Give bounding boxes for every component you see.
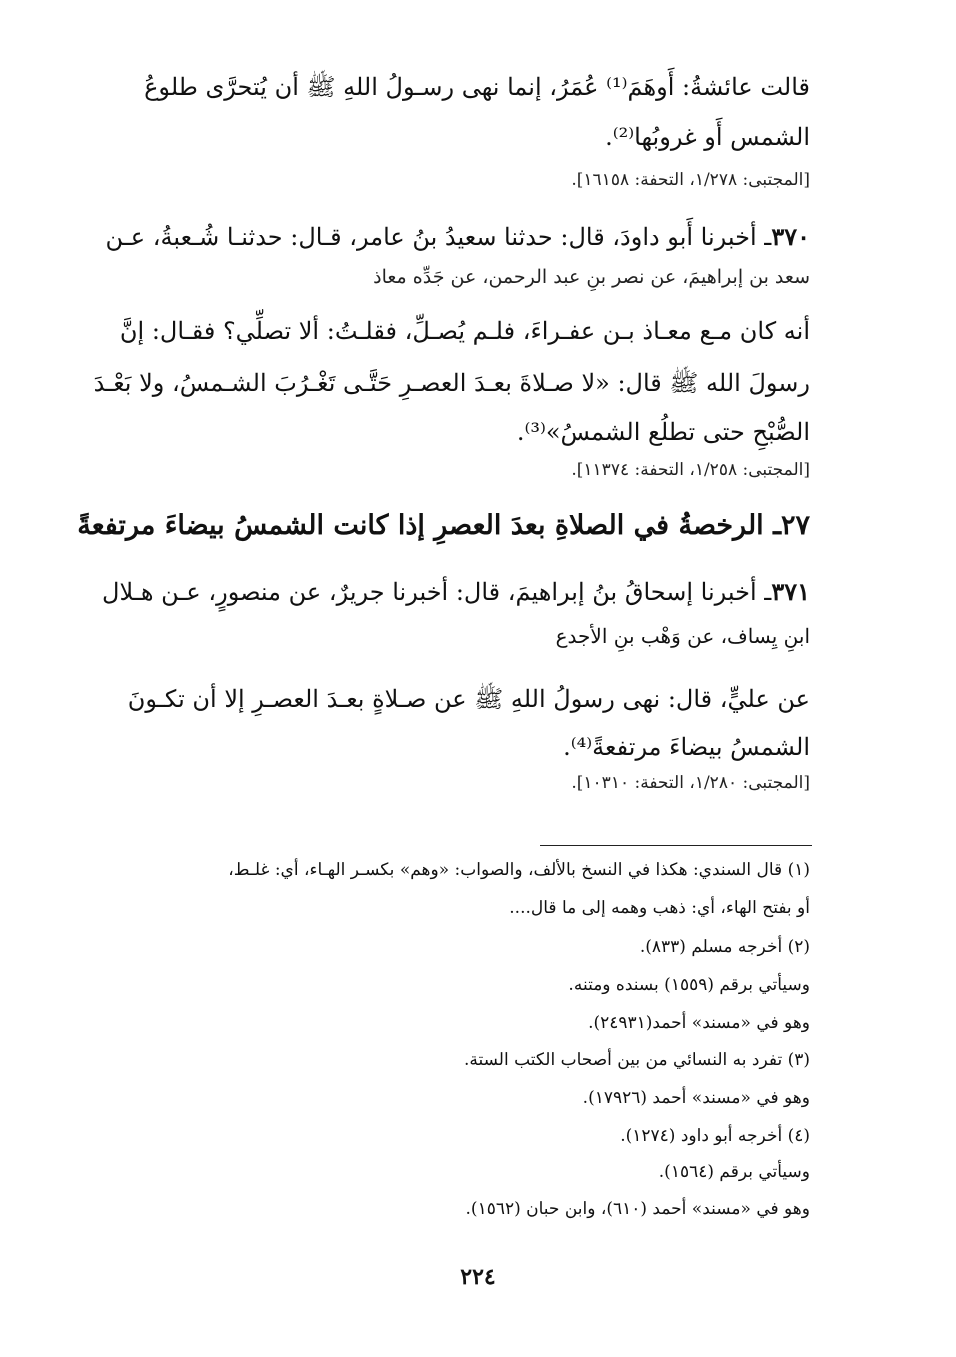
text-line: عن عليٍّ، قال: نهى رسولُ اللهِ ﷺ عن صـلاةٍ بعـدَ العصـرِ إلا أن تكـونَ [127,685,810,713]
footnote: وسيأتي برقم (١٥٥٩) بسنده ومتنه. [568,975,810,995]
footnote: وهو في «مسند» أحمد (١٧٩٢٦). [582,1088,810,1108]
footnote: وهو في «مسند» أحمد(٢٤٩٣١). [588,1013,810,1033]
text-line: سعد بن إبراهيمَ، عن نصر بنِ عبد الرحمن، عن جَدِّه معاذ [373,266,810,288]
footnote: (٤) أخرجه أبو داود (١٢٧٤). [620,1126,810,1146]
page-number: ٢٢٤ [460,1264,496,1290]
text-line: رسولَ الله ﷺ قال: «لا صـلاةَ بعـدَ العصـرِ حَتَّـى تَغْـرُبَ الشـمسُ، ولا بَعْـدَ [93,369,810,397]
footnote: أو بفتح الهاء، أي: ذهب وهمه إلى ما قال.... [509,898,810,918]
hadith-371-chain [102,577,810,606]
hadith-370-chain [105,222,810,251]
footnote: وهو في «مسند» أحمد (٦١٠)، وابن حبان (١٥٦٢). [465,1199,810,1219]
text-line: قالت عائشةُ: أَوهَمَ⁽¹⁾ عُمَرُ، إنما نهى رسـولُ اللهِ ﷺ أن يُتحرَّى طلوعُ [144,73,810,101]
chapter-heading: ٢٧ـ الرخصةُ في الصلاةِ بعدَ العصرِ إذا كانت الشمسُ بيضاءَ مرتفعةً [77,510,810,541]
text-line: الشمس أَو غروبُها⁽²⁾. [605,123,810,151]
reference-note: [المجتبى: ١/٢٥٨، التحفة: ١١٣٧٤]. [571,460,810,480]
text-line: الشمسُ بيضاءَ مرتفعةً⁽⁴⁾. [563,733,810,761]
reference-note: [المجتبى: ١/٢٧٨، التحفة: ١٦١٥٨]. [571,170,810,190]
text-line: الصُّبْحِ حتى تطلُع الشمسُ»⁽³⁾. [516,418,810,446]
footnote: (٢) أخرجه مسلم (٨٣٣). [639,937,810,957]
hadith-number: ٣٧١ [771,577,810,606]
reference-note: [المجتبى: ١/٢٨٠، التحفة: ١٠٣١٠]. [571,773,810,793]
footnote: (١) قال السندي: هكذا في النسخ بالألف، والصواب: «وهم» بكسـر الهـاء، أي: غلـط، [228,860,810,880]
text-line: ـ أخبرنا إسحاقُ بنُ إبراهيمَ، قال: أخبرنا جريرٌ، عن منصورٍ، عـن هـلال [102,578,772,606]
text-line: أنه كان مـع معـاذ بـن عفـراءَ، فلـم يُصـلِّ، فقلـتُ: ألا تصلِّي؟ فقـال: إنَّ [119,317,810,345]
text-line: ابنِ يِساف، عن وَهْب بنِ الأجدع [555,624,810,648]
text-line: ـ أخبرنا أَبو داودَ، قال: حدثنا سعيدُ بنُ عامر، قـال: حدثنـا شُـعبةُ، عـن [105,223,772,251]
footnote: (٣) تفرد به النسائي من بين أصحاب الكتب الستة. [463,1050,810,1070]
footnote: وسيأتي برقم (١٥٦٤). [658,1162,810,1182]
footnote-separator [540,845,812,846]
hadith-number: ٣٧٠ [771,222,810,251]
